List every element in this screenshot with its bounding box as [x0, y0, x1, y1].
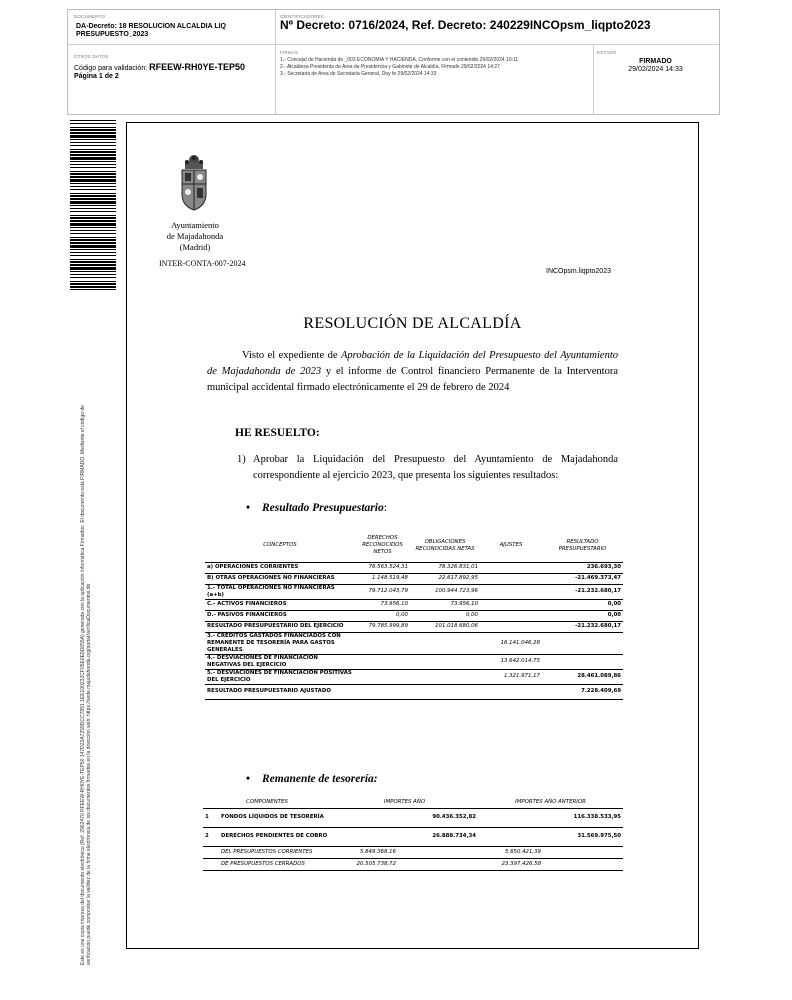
- table2-cell: 90.436.352,82: [398, 808, 478, 827]
- table2-cell: 1: [203, 808, 219, 827]
- table1-cell: 101.018.680,06: [410, 621, 480, 632]
- table1-cell: [410, 654, 480, 669]
- table2-cell: DE PRESUPUESTOS CERRADOS: [219, 858, 331, 870]
- table2-cell: FONDOS LÍQUIDOS DE TESORERÍA: [219, 808, 331, 827]
- table1-header-1: DERECHOS RECONOCIDOS NETOS: [355, 530, 410, 562]
- table2-cell: 5.849.368,16: [331, 846, 398, 858]
- table1-cell: 0,00: [410, 610, 480, 621]
- table1-cell: C.- ACTIVOS FINANCIEROS: [205, 599, 355, 610]
- table1-cell: [355, 632, 410, 654]
- table2-cell: 2: [203, 827, 219, 846]
- identificadores-caption: IDENTIFICADORES: [280, 14, 325, 19]
- table2-cell: 26.888.734,34: [398, 827, 478, 846]
- table1-header-0: CONCEPTOS: [205, 530, 355, 562]
- table1-cell: [542, 654, 623, 669]
- table-row: [205, 669, 623, 684]
- table1-cell: 1.- TOTAL OPERACIONES NO FINANCIERAS (a+b): [205, 584, 355, 599]
- table1-cell: [410, 684, 480, 699]
- table1-cell: -21.232.680,17: [542, 584, 623, 599]
- table1-cell: 22.617.892,95: [410, 573, 480, 584]
- table2-cell: [543, 846, 623, 858]
- table-row: [203, 846, 623, 858]
- table1-cell: [480, 684, 542, 699]
- remanente-tesoreria-table: [203, 798, 623, 871]
- estado-caption: ESTADO: [597, 50, 617, 55]
- table1-header-2: OBLIGACIONES RECONOCIDAS NETAS: [410, 530, 480, 562]
- table2-cell: 116.338.533,95: [543, 808, 623, 827]
- table1-cell: 13.642.014,75: [480, 654, 542, 669]
- firma-3: 3.- Secretaria de Area de Secretaria General, Doy fe 29/02/2024 14:33: [280, 71, 437, 77]
- table1-header-4: RESULTADO PRESUPUESTARIO: [542, 530, 623, 562]
- table1-cell: B) OTRAS OPERACIONES NO FINANCIERAS: [205, 573, 355, 584]
- table2-header-2: IMPORTES AÑO ANTERIOR: [478, 798, 623, 808]
- table-row: [205, 573, 623, 584]
- table2-cell: [203, 858, 219, 870]
- table1-cell: 236.693,30: [542, 562, 623, 573]
- table1-cell: 78.563.524,31: [355, 562, 410, 573]
- table1-cell: RESULTADO PRESUPUESTARIO AJUSTADO: [205, 684, 355, 699]
- table1-cell: [480, 621, 542, 632]
- table2-cell: 20.505.738,72: [331, 858, 398, 870]
- resolution-item-1: 1) Aprobar la Liquidación del Presupuesto del Ayuntamiento de Majadahonda correspondiente al ejercicio 2023, que presenta los siguientes resultados:: [237, 454, 618, 482]
- table1-cell: 0,00: [542, 610, 623, 621]
- ayuntamiento-name: Ayuntamiento de Majadahonda (Madrid): [166, 220, 224, 252]
- validation-code: Código para validación: RFEEW-RH0YE-TEP50: [74, 62, 245, 72]
- table1-cell: [410, 669, 480, 684]
- table2-cell: [331, 827, 398, 846]
- table1-cell: [480, 562, 542, 573]
- table2-cell: [478, 827, 543, 846]
- firma-2: 2.- Alcaldesa Presidenta de Area de Presidencia y Gabinete de Alcaldía, Firmado 29/02/2024 14:27: [280, 64, 500, 70]
- table1-header-3: AJUSTES: [480, 530, 542, 562]
- table1-cell: 1.321.971,17: [480, 669, 542, 684]
- table1-cell: 79.712.043,79: [355, 584, 410, 599]
- estado-date: 29/02/2024 14:33: [628, 66, 683, 73]
- table1-cell: 28.461.089,86: [542, 669, 623, 684]
- table2-cell: [398, 846, 478, 858]
- reference-file: INCOpsm.liqpto2023: [546, 268, 611, 275]
- resultado-presupuestario-table: [205, 530, 623, 700]
- documento-text: DA-Decreto: 18 RESOLUCION ALCALDIA LIQ PRESUPUESTO_2023: [76, 23, 226, 38]
- table1-cell: 73.956,10: [355, 599, 410, 610]
- page-title: RESOLUCIÓN DE ALCALDÍA: [303, 315, 522, 332]
- section-resultado-heading: • Resultado Presupuestario:: [246, 502, 387, 514]
- table1-cell: -21.469.373,47: [542, 573, 623, 584]
- coat-of-arms-logo: [176, 152, 212, 214]
- table2-cell: [478, 808, 543, 827]
- decreto-number: Nº Decreto: 0716/2024, Ref. Decreto: 240229INCOpsm_liqpto2023: [280, 18, 651, 32]
- table1-cell: [480, 610, 542, 621]
- table1-cell: [480, 599, 542, 610]
- table-row: [203, 827, 623, 846]
- firmas-caption: FIRMAS: [280, 50, 299, 55]
- page-indicator: Página 1 de 2: [74, 73, 119, 80]
- table1-cell: 3.- CRÉDITOS GASTADOS FINANCIADOS CON REMANENTE DE TESORERÍA PARA GASTOS GENERALES: [205, 632, 355, 654]
- table1-cell: 1.148.519,48: [355, 573, 410, 584]
- estado-value: FIRMADO: [639, 58, 672, 65]
- table2-cell: [331, 808, 398, 827]
- section-remanente-heading: • Remanente de tesorería:: [246, 773, 378, 785]
- table1-cell: 100.944.723,96: [410, 584, 480, 599]
- table-row: [205, 632, 623, 654]
- table2-cell: [398, 858, 478, 870]
- table1-cell: RESULTADO PRESUPUESTARIO DEL EJERCICIO: [205, 621, 355, 632]
- otros-datos-caption: OTROS DATOS: [74, 54, 109, 59]
- table1-cell: [355, 684, 410, 699]
- table1-cell: [410, 632, 480, 654]
- table2-cell: 23.397.426,58: [478, 858, 543, 870]
- table2-cell: DERECHOS PENDIENTES DE COBRO: [219, 827, 331, 846]
- table1-cell: 5.- DESVIACIONES DE FINANCIACIÓN POSITIVAS DEL EJERCICIO: [205, 669, 355, 684]
- table1-cell: 4.- DESVIACIONES DE FINANCIACIÓN NEGATIVAS DEL EJERCICIO: [205, 654, 355, 669]
- table1-cell: 0,00: [355, 610, 410, 621]
- table-row: [205, 599, 623, 610]
- table2-cell: [543, 858, 623, 870]
- he-resuelto-heading: HE RESUELTO:: [235, 427, 320, 439]
- verification-side-text: Este es una copia impresa del documento electrónico (Ref: 2962470 RFEEW-RH0YE-TEP50 147D22A7259DCC7891 1EE100232CF05E0E9D655A) generada con la aplicación informática Firmadoc. El documento está FIRMADO. Mediante el código de verificación puede comprobar la validez de la firma electrónica de los documentos firmados en la dirección web: https://sede.majadahonda.org/portal/verificaDocumentos.do: [80, 405, 93, 965]
- document-header: [67, 9, 720, 115]
- table2-header-0: COMPONENTES: [203, 798, 331, 808]
- table1-cell: a) OPERACIONES CORRIENTES: [205, 562, 355, 573]
- table-row: [205, 584, 623, 599]
- reference-code: INTER-CONTA-007-2024: [159, 259, 246, 268]
- table1-cell: 0,00: [542, 599, 623, 610]
- table2-header-1: IMPORTES AÑO: [331, 798, 478, 808]
- table1-cell: 16.141.046,28: [480, 632, 542, 654]
- table-row: [205, 562, 623, 573]
- table-row: [205, 684, 623, 699]
- table1-cell: 78.326.831,01: [410, 562, 480, 573]
- table2-cell: [203, 846, 219, 858]
- intro-paragraph: Visto el expediente de Aprobación de la Liquidación del Presupuesto del Ayuntamiento de Majadahonda de 2023 y el informe de Control financiero Permanente de la Interventora municipal accidental firmado electrónicamente el 29 de febrero de 2024: [207, 350, 618, 394]
- table1-cell: 73.956,10: [410, 599, 480, 610]
- firma-1: 1.- Concejal de Hacienda de _003 ECONOMIA Y HACIENDA, Conforme con el contenido 29/02/2024 10:11: [280, 57, 519, 63]
- table2-cell: 31.569.975,50: [543, 827, 623, 846]
- table2-cell: DEL PRESUPUESTOS CORRIENTES: [219, 846, 331, 858]
- table-row: [205, 621, 623, 632]
- table1-cell: [355, 669, 410, 684]
- table2-cell: 5.650.421,39: [478, 846, 543, 858]
- table-row: [203, 808, 623, 827]
- table-row: [203, 858, 623, 870]
- table-row: [205, 654, 623, 669]
- table1-cell: [542, 632, 623, 654]
- table1-cell: [480, 584, 542, 599]
- table1-cell: D.- PASIVOS FINANCIEROS: [205, 610, 355, 621]
- table1-cell: -21.232.680,17: [542, 621, 623, 632]
- table-row: [205, 610, 623, 621]
- barcode-image: [70, 120, 116, 290]
- table1-cell: 7.228.409,69: [542, 684, 623, 699]
- table1-cell: 79.785.999,89: [355, 621, 410, 632]
- table1-cell: [355, 654, 410, 669]
- table1-cell: [480, 573, 542, 584]
- documento-caption: DOCUMENTO: [74, 14, 106, 19]
